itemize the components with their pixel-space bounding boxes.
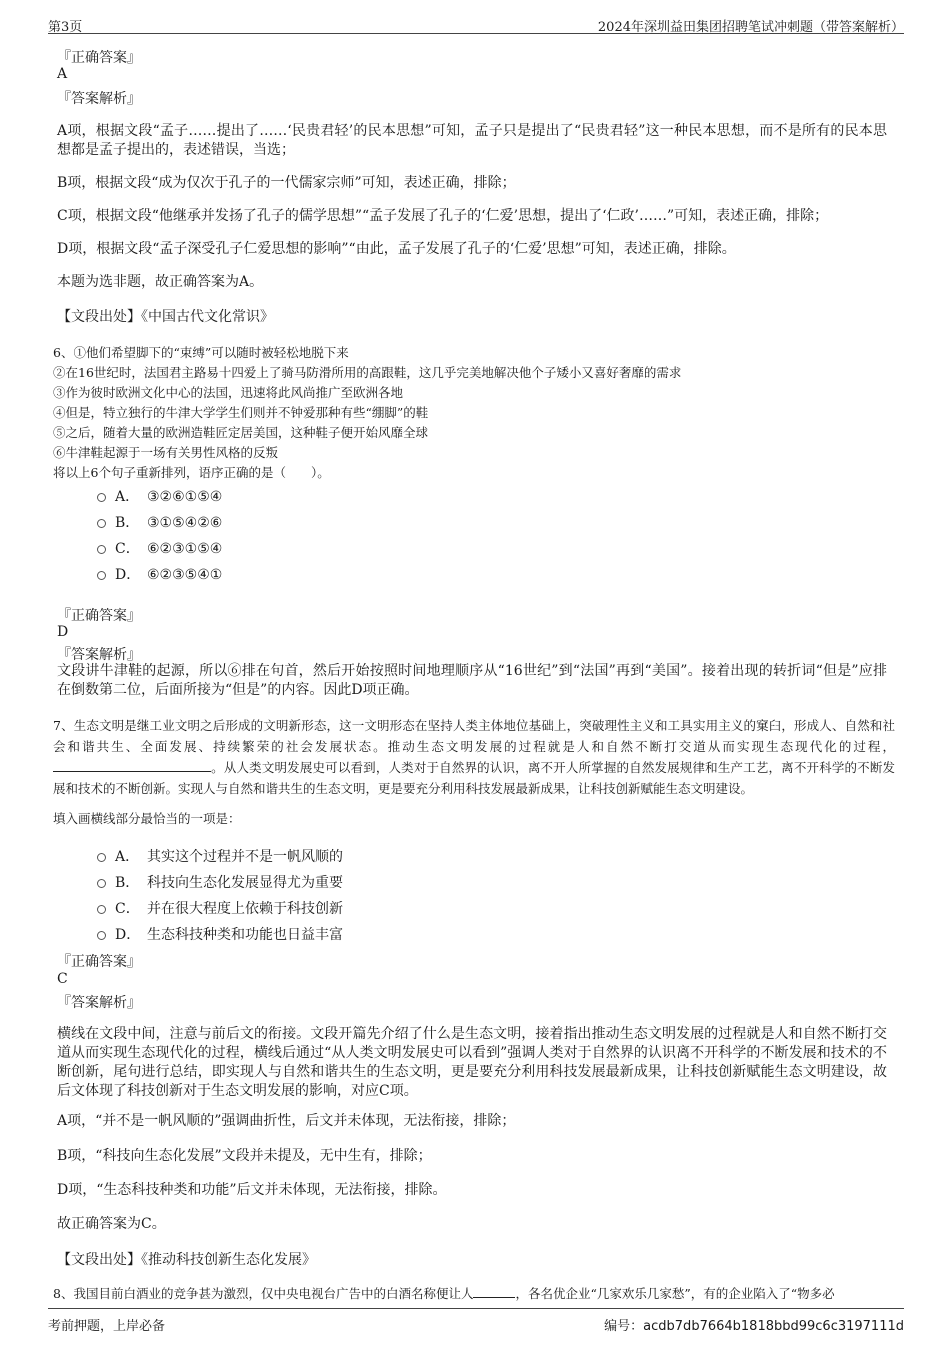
question-6-prompt: 将以上6个句子重新排列，语序正确的是（ ）。	[53, 465, 330, 480]
fill-blank	[473, 1286, 515, 1298]
radio-icon[interactable]	[97, 571, 106, 580]
analysis-paragraph: 文段讲牛津鞋的起源，所以⑥排在句首，然后开始按照时间地理顺序从“16世纪”到“法国”再到“美国”。接着出现的转折词“但是”应排在倒数第二位，后面所接为“但是”的内容。因此D项正确。	[57, 663, 887, 698]
answer-label: 『正确答案』	[57, 954, 141, 970]
answer-label: 『正确答案』	[57, 50, 141, 66]
page-number: 第3页	[48, 20, 83, 35]
question-8-stem: 8、我国目前白酒业的竞争甚为激烈，仅中央电视台广告中的白酒名称便让人 ，各名优企业“几家欢乐几家愁”，有的企业陷入了“物多必	[53, 1286, 835, 1301]
source-citation	[57, 306, 274, 326]
answer-value: C	[57, 971, 68, 987]
radio-icon[interactable]	[97, 931, 106, 940]
question-6-line: ⑥牛津鞋起源于一场有关男性风格的反叛	[53, 445, 279, 460]
radio-icon[interactable]	[97, 545, 106, 554]
page-header	[48, 14, 904, 34]
source-citation	[57, 1249, 316, 1269]
question-7-prompt: 填入画横线部分最恰当的一项是：	[53, 811, 241, 826]
source-title: 《推动科技创新生态化发展》	[141, 1252, 316, 1268]
option-b[interactable]: B． ③①⑤④②⑥	[97, 512, 222, 532]
option-b[interactable]: B． 科技向生态化发展显得尤为重要	[97, 872, 343, 892]
radio-icon[interactable]	[97, 493, 106, 502]
radio-icon[interactable]	[97, 905, 106, 914]
analysis-paragraph: A项，根据文段“孟子……提出了……‘民贵君轻’的民本思想”可知，孟子只是提出了“民贵君轻”这一种民本思想，而不是所有的民本思想都是孟子提出的，表述错误，当选；	[57, 123, 887, 158]
question-6-line: ⑤之后，随着大量的欧洲造鞋匠定居美国，这种鞋子便开始风靡全球	[53, 425, 429, 440]
analysis-paragraph: D项，根据文段“孟子深受孔子仁爱思想的影响”“由此，孟子发展了孔子的‘仁爱’思想”可知，表述正确，排除。	[57, 241, 736, 257]
document-code: 编号：acdb7db7664b1818bbd99c6c3197111d	[604, 1319, 904, 1334]
question-6-line: ④但是，特立独行的牛津大学学生们则并不钟爱那种有些“绷脚”的鞋	[53, 405, 429, 420]
analysis-paragraph: B项，根据文段“成为仅次于孔子的一代儒家宗师”可知，表述正确，排除；	[57, 175, 516, 191]
option-c[interactable]: C． ⑥②③①⑤④	[97, 538, 222, 558]
analysis-paragraph: 横线在文段中间，注意与前后文的衔接。文段开篇先介绍了什么是生态文明，接着指出推动生态文明发展的过程就是人和自然不断打交道从而实现生态现代化的过程，横线后通过“从人类文明发展史可以看到”强调人类对于自然界的认识离不开科学的不断发展和技术的不断创新，尾句进行总结，即实现人与自然和谐共生的生态文明，更是要充分利用科技发展最新成果，让科技创新赋能生态文明建设，故后文体现了科技创新对于生态文明发展的影响，对应C项。	[57, 1026, 887, 1099]
analysis-conclusion: 故正确答案为C。	[57, 1216, 166, 1232]
answer-value: A	[57, 66, 68, 82]
radio-icon[interactable]	[97, 853, 106, 862]
analysis-label: 『答案解析』	[57, 647, 141, 663]
analysis-paragraph: B项，“科技向生态化发展”文段并未提及，无中生有，排除；	[57, 1148, 432, 1164]
answer-label: 『正确答案』	[57, 608, 141, 624]
question-6-line: 6、①他们希望脚下的“束缚”可以随时被轻松地脱下来	[53, 345, 349, 360]
analysis-conclusion: 本题为选非题，故正确答案为A。	[57, 274, 264, 290]
source-label: 【文段出处】	[57, 309, 141, 325]
document-title: 2024年深圳益田集团招聘笔试冲刺题（带答案解析）	[597, 20, 904, 35]
option-a[interactable]: A． 其实这个过程并不是一帆风顺的	[97, 846, 343, 866]
answer-value: D	[57, 624, 69, 640]
radio-icon[interactable]	[97, 519, 106, 528]
radio-icon[interactable]	[97, 879, 106, 888]
footer-slogan: 考前押题，上岸必备	[48, 1319, 166, 1334]
option-c[interactable]: C． 并在很大程度上依赖于科技创新	[97, 898, 343, 918]
question-6-line: ②在16世纪时，法国君主路易十四爱上了骑马防滑所用的高跟鞋，这几乎完美地解决他个子矮小又喜好奢靡的需求	[53, 365, 682, 380]
option-a[interactable]: A． ③②⑥①⑤④	[97, 486, 222, 506]
analysis-paragraph: C项，根据文段“他继承并发扬了孔子的儒学思想”“孟子发展了孔子的‘仁爱’思想，提出了‘仁政’……”可知，表述正确，排除；	[57, 208, 829, 224]
analysis-label: 『答案解析』	[57, 91, 141, 107]
question-6-line: ③作为彼时欧洲文化中心的法国，迅速将此风尚推广至欧洲各地	[53, 385, 404, 400]
page-footer	[48, 1308, 904, 1332]
option-d[interactable]: D． ⑥②③⑤④①	[97, 564, 222, 584]
analysis-label: 『答案解析』	[57, 995, 141, 1011]
analysis-paragraph: D项，“生态科技种类和功能”后文并未体现，无法衔接，排除。	[57, 1182, 447, 1198]
question-7-stem: 7、生态文明是继工业文明之后形成的文明新形态，这一文明形态在坚持人类主体地位基础上，突破理性主义和工具实用主义的窠臼，形成人、自然和社会和谐共生、全面发展、持续繁荣的社会发展状态。推动生态文明发展的过程就是人和自然不断打交道从而实现生态现代化的过程，。从人类文明发展史可以看到，人类对于自然界的认识，离不开人所掌握的自然发展规律和生产工艺，离不开科学的不断发展和技术的不断创新。实现人与自然和谐共生的生态文明，更是要充分利用科技发展最新成果，让科技创新赋能生态文明建设。	[53, 718, 895, 796]
fill-blank	[53, 760, 211, 772]
analysis-paragraph: A项，“并不是一帆风顺的”强调曲折性，后文并未体现，无法衔接，排除；	[57, 1113, 516, 1129]
source-label: 【文段出处】	[57, 1252, 141, 1268]
option-d[interactable]: D． 生态科技种类和功能也日益丰富	[97, 924, 343, 944]
source-title: 《中国古代文化常识》	[141, 309, 274, 325]
